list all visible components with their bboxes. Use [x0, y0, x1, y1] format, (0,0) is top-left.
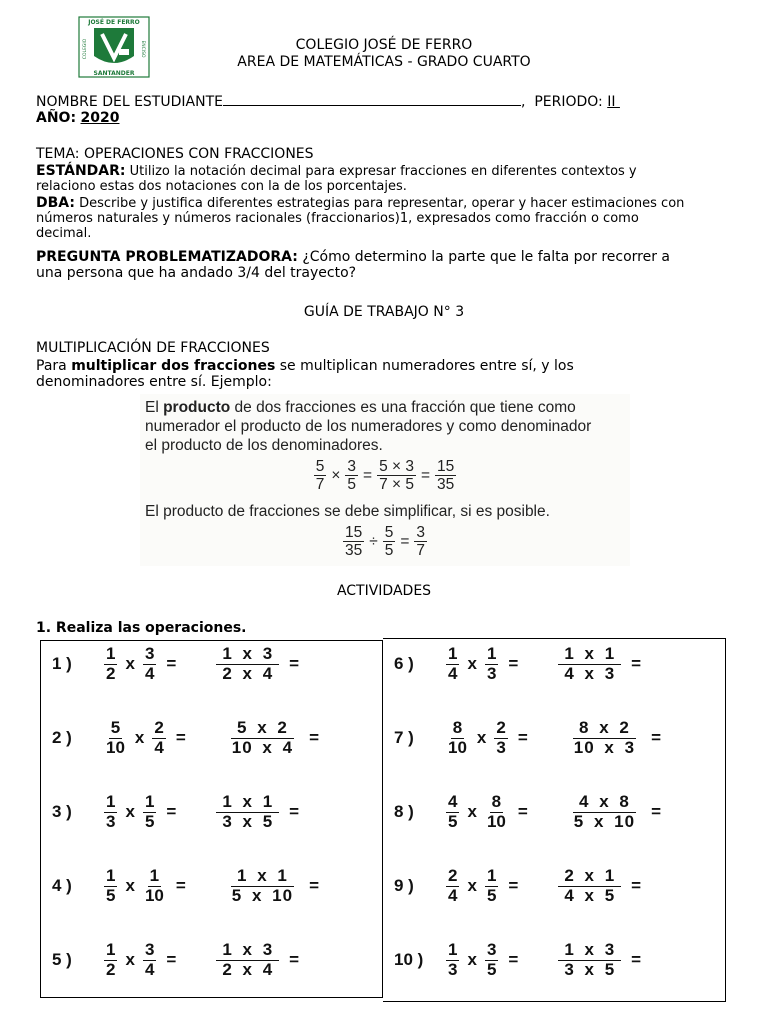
product-fraction: $\frac{1 x 3}{3 x 5}$ [558, 941, 621, 979]
equals-sign: = [651, 728, 661, 748]
equals-sign: = [631, 876, 642, 896]
fraction: $\frac{1}{3}$ [486, 644, 497, 683]
logo-text-left: COLEGIO [83, 38, 88, 60]
exercise-item [394, 941, 645, 979]
exercise-item [394, 645, 645, 683]
standard-text: Utilizo la notación decimal para expresar fracciones en diferentes contextos y [125, 164, 637, 179]
times-sign: x [467, 654, 477, 674]
product-fraction: $\frac{1 x 1}{4 x 3}$ [558, 645, 621, 683]
example-box: El producto de dos fracciones es una fracción que tiene como numerador el producto de los numeradores y como denominador el producto de los denominadores. $\frac{5}{7}$ × $\frac{3}{5}$ = $\frac{5 \times 3}{7 \times 5}$ = $\frac{15}{35}$ El producto de fracciones se debe simplificar, si es posible. $\frac{15}{35}$ ÷ $\frac{5}{5}$ = $\frac{3}{7}$ [140, 394, 630, 566]
equals-sign: = [175, 876, 186, 896]
fraction: $\frac{1}{3}$ [106, 792, 116, 831]
equals-sign: = [175, 728, 186, 748]
area-name: AREA DE MATEMÁTICAS - GRADO CUARTO [237, 54, 531, 70]
exercise-item [52, 719, 323, 757]
problem-question [36, 249, 736, 281]
problem-question-text: ¿Cómo determino la parte que le falta por recorrer a [297, 249, 671, 265]
period-label: PERIODO: [534, 94, 603, 110]
times-sign: x [125, 950, 135, 970]
student-name-label: NOMBRE DEL ESTUDIANTE [36, 94, 223, 110]
exercise-item [52, 941, 303, 979]
product-fraction: $\frac{1 x 1}{5 x 10}$ [231, 866, 294, 905]
equals-sign: = [508, 654, 519, 674]
fraction: $\frac{5 \times 3}{7 \times 5}$ [379, 458, 414, 494]
fraction: $\frac{15}{35}$ [437, 458, 455, 494]
student-name-field[interactable] [223, 92, 521, 106]
fraction: $\frac{1}{3}$ [448, 940, 458, 979]
times-sign: x [125, 876, 135, 896]
standard-block [36, 163, 736, 241]
product-fraction: $\frac{4 x 8}{5 x 10}$ [573, 792, 636, 831]
dba-text: Describe y justifica diferentes estrategias para representar, operar y hacer estimaciones con [75, 196, 685, 211]
logo-text-top: JOSÉ DE FERRO [88, 19, 140, 26]
exercise-item [394, 719, 665, 757]
equals-sign: = [289, 950, 300, 970]
exercise-item [52, 793, 303, 831]
times-sign: x [467, 876, 477, 896]
equals-sign: = [289, 802, 300, 822]
dba-text-3: decimal. [36, 226, 92, 241]
times-sign: x [467, 950, 477, 970]
exercise-number: 6 ) [394, 654, 414, 674]
product-fraction: $\frac{1 x 1}{3 x 5}$ [216, 793, 279, 831]
exercise-number: 10 ) [394, 950, 424, 970]
equals-sign: = [166, 950, 177, 970]
fraction: $\frac{5}{5}$ [384, 524, 394, 560]
fraction: $\frac{2}{4}$ [448, 866, 458, 905]
example-equation-2: $\frac{15}{35}$ ÷ $\frac{5}{5}$ = $\frac{3}{7}$ [344, 524, 426, 560]
exercise-number: 1 ) [52, 654, 72, 674]
equals-sign: = [508, 876, 519, 896]
fraction: $\frac{1}{5}$ [144, 792, 155, 831]
fraction: $\frac{1}{2}$ [106, 644, 116, 683]
exercise-number: 9 ) [394, 876, 414, 896]
fraction: $\frac{15}{35}$ [344, 524, 363, 560]
multiplication-title: MULTIPLICACIÓN DE FRACCIONES [36, 340, 270, 356]
fraction: $\frac{1}{2}$ [106, 940, 116, 979]
year-value: 2020 [80, 110, 120, 126]
exercise-number: 3 ) [52, 802, 72, 822]
times-sign: x [476, 728, 487, 748]
fraction: $\frac{1}{5}$ [486, 866, 497, 905]
exercise-number: 5 ) [52, 950, 72, 970]
student-name-row: NOMBRE DEL ESTUDIANTE , PERIODO: II [36, 94, 616, 110]
product-fraction: $\frac{1 x 3}{2 x 4}$ [216, 941, 279, 979]
fraction: $\frac{5}{7}$ [315, 458, 325, 494]
exercise-number: 7 ) [394, 728, 414, 748]
equals-sign: = [651, 802, 661, 822]
problem-question-text-2: una persona que ha andado 3/4 del trayecto? [36, 265, 357, 281]
product-fraction: $\frac{8 x 2}{10 x 3}$ [573, 718, 636, 757]
equals-sign: = [517, 728, 528, 748]
equals-sign: = [289, 654, 300, 674]
times-sign: x [125, 802, 135, 822]
activities-title: ACTIVIDADES [336, 583, 432, 599]
times-sign: x [125, 654, 135, 674]
activities-instruction: 1. Realiza las operaciones. [36, 620, 247, 636]
fraction: $\frac{1}{5}$ [106, 866, 116, 905]
equals-sign: = [309, 876, 319, 896]
fraction: $\frac{3}{5}$ [486, 940, 497, 979]
fraction: $\frac{2}{4}$ [154, 718, 164, 757]
simplify-note: El producto de fracciones se debe simplificar, si es posible. [145, 503, 550, 521]
dba-text-2: números naturales y números racionales (fraccionarios)1, expresados como fracción o como [36, 211, 639, 226]
fraction: $\frac{1}{4}$ [448, 644, 458, 683]
exercise-number: 2 ) [52, 728, 72, 748]
logo-text-bottom: SANTANDER [93, 70, 135, 77]
fraction: $\frac{3}{4}$ [144, 644, 155, 683]
exercise-number: 4 ) [52, 876, 72, 896]
standard-label: ESTÁNDAR: [36, 163, 126, 179]
fraction: $\frac{8}{10}$ [448, 718, 467, 757]
exercise-item [394, 793, 665, 831]
fraction: $\frac{4}{5}$ [448, 792, 458, 831]
exercise-item [52, 867, 323, 905]
fraction: $\frac{5}{10}$ [106, 718, 125, 757]
example-equation-1: $\frac{5}{7}$ × $\frac{3}{5}$ = $\frac{5 \times 3}{7 \times 5}$ = $\frac{15}{35}$ [315, 458, 455, 494]
fraction: $\frac{3}{4}$ [144, 940, 155, 979]
times-sign: x [134, 728, 145, 748]
logo-text-right: ENCISO [140, 40, 145, 58]
multiplication-emphasis: multiplicar dos fracciones [71, 358, 276, 374]
fraction: $\frac{3}{7}$ [416, 524, 426, 560]
fraction: $\frac{8}{10}$ [486, 792, 506, 831]
year-row [36, 110, 119, 126]
equals-sign: = [508, 950, 519, 970]
multiplication-intro: Para multiplicar dos fracciones se multiplican numeradores entre sí, y los denominadores entre sí. Ejemplo: [36, 358, 574, 390]
equals-sign: = [166, 802, 177, 822]
product-fraction: $\frac{5 x 2}{10 x 4}$ [231, 718, 294, 757]
fraction: $\frac{2}{3}$ [496, 718, 506, 757]
dba-label: DBA: [36, 195, 75, 211]
period-value: II [607, 94, 616, 110]
exercise-number: 8 ) [394, 802, 414, 822]
times-sign: x [467, 802, 477, 822]
equals-sign: = [517, 802, 528, 822]
product-emphasis: producto [163, 399, 231, 416]
product-fraction: $\frac{1 x 3}{2 x 4}$ [216, 645, 279, 683]
year-label: AÑO: [36, 110, 77, 126]
topic-title: TEMA: OPERACIONES CON FRACCIONES [36, 146, 314, 162]
equals-sign: = [631, 654, 642, 674]
problem-question-label: PREGUNTA PROBLEMATIZADORA: [36, 249, 298, 265]
exercise-item [394, 867, 645, 905]
exercise-item [52, 645, 303, 683]
standard-text-2: relaciono estas dos notaciones con la de los porcentajes. [36, 179, 407, 194]
school-name: COLEGIO JOSÉ DE FERRO [295, 37, 473, 53]
equals-sign: = [309, 728, 319, 748]
fraction: $\frac{1}{10}$ [144, 866, 164, 905]
guide-title: GUÍA DE TRABAJO N° 3 [303, 304, 465, 320]
fraction: $\frac{3}{5}$ [347, 458, 357, 494]
product-fraction: $\frac{2 x 1}{4 x 5}$ [558, 867, 621, 905]
equals-sign: = [631, 950, 642, 970]
equals-sign: = [166, 654, 177, 674]
